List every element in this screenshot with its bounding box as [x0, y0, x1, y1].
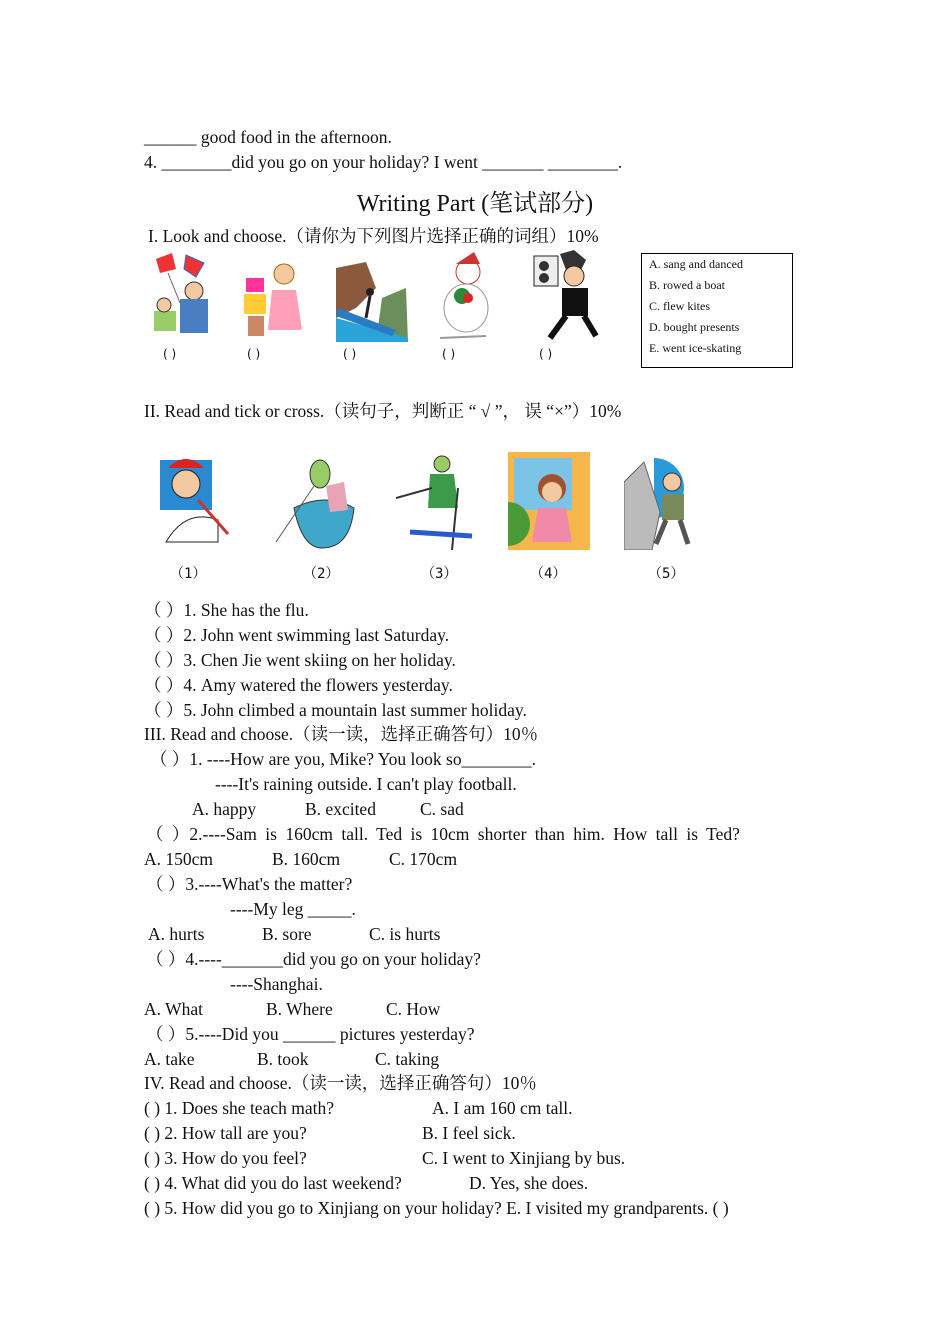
tick-item-5[interactable]: （ ）5. John climbed a mountain last summer holiday. [144, 700, 527, 720]
q1-reply: ----It's raining outside. I can't play football. [215, 774, 517, 794]
q1-question[interactable]: （ ）1. ----How are you, Mike? You look so________. [150, 749, 536, 769]
picture-label-4: （4） [530, 566, 567, 582]
part2-heading: II. Read and tick or cross.（读句子，判断正 “ √ ”， 误 “×”）10% [144, 401, 622, 421]
options-box [641, 253, 793, 368]
q4-option-b: B. Where [266, 999, 333, 1019]
match-question-5[interactable]: ( ) 5. How did you go to Xinjiang on your holiday? E. I visited my grandparents. ( ) [144, 1198, 729, 1218]
climbing-picture [624, 452, 704, 550]
tick-item-1[interactable]: （ ）1. She has the flu. [144, 600, 309, 620]
picture-parens-3[interactable]: ( ) [343, 347, 357, 361]
q1-option-c: C. sad [420, 799, 464, 819]
q2-option-a: A. 150cm [144, 849, 214, 869]
match-answer-a: A. I am 160 cm tall. [432, 1098, 573, 1118]
q5-option-a: A. take [144, 1049, 195, 1069]
picture-parens-2[interactable]: ( ) [247, 347, 261, 361]
picture-label-3: （3） [421, 566, 458, 582]
option-b: B. rowed a boat [649, 278, 725, 292]
q2-option-b: B. 160cm [272, 849, 341, 869]
picture-label-2: （2） [303, 566, 340, 582]
q3-question[interactable]: （ ）3.----What's the matter? [146, 874, 353, 894]
picture-label-1: （1） [170, 566, 207, 582]
watering-flowers-picture [508, 452, 590, 550]
skiing-picture [396, 452, 478, 550]
q5-option-c: C. taking [375, 1049, 440, 1069]
match-question-2[interactable]: ( ) 2. How tall are you? [144, 1123, 307, 1143]
flu-picture [158, 450, 238, 546]
option-a: A. sang and danced [649, 257, 743, 271]
top-line-1: ______ good food in the afternoon. [144, 127, 392, 147]
presents-picture [240, 250, 304, 342]
tick-item-2[interactable]: （ ）2. John went swimming last Saturday. [144, 625, 450, 645]
match-question-1[interactable]: ( ) 1. Does she teach math? [144, 1098, 334, 1118]
q4-question[interactable]: （ ）4.----_______did you go on your holiday? [146, 949, 481, 969]
singing-dancing-picture [530, 250, 606, 342]
fishing-picture [266, 452, 358, 552]
option-e: E. went ice-skating [649, 341, 742, 355]
tick-item-4[interactable]: （ ）4. Amy watered the flowers yesterday. [144, 675, 453, 695]
picture-label-5: （5） [648, 566, 685, 582]
q3-option-a: A. hurts [148, 924, 205, 944]
match-question-3[interactable]: ( ) 3. How do you feel? [144, 1148, 307, 1168]
tick-item-3[interactable]: （ ）3. Chen Jie went skiing on her holiday. [144, 650, 456, 670]
boat-picture [336, 258, 408, 342]
picture-parens-4[interactable]: ( ) [442, 347, 456, 361]
kites-picture [150, 253, 214, 343]
q1-option-a: A. happy [192, 799, 257, 819]
q4-option-c: C. How [386, 999, 441, 1019]
top-line-2: 4. ________did you go on your holiday? I went _______ ________. [144, 152, 623, 172]
q3-option-b: B. sore [262, 924, 312, 944]
q3-option-c: C. is hurts [369, 924, 441, 944]
q1-option-b: B. excited [305, 799, 376, 819]
option-c: C. flew kites [649, 299, 710, 313]
q4-reply: ----Shanghai. [230, 974, 323, 994]
q5-option-b: B. took [257, 1049, 309, 1069]
q3-reply: ----My leg _____. [230, 899, 356, 919]
picture-parens-5[interactable]: ( ) [539, 347, 553, 361]
match-answer-d: D. Yes, she does. [469, 1173, 589, 1193]
part4-heading: IV. Read and choose.（读一读，选择正确答句）10％ [144, 1073, 537, 1093]
q5-question[interactable]: （ ）5.----Did you ______ pictures yesterday? [146, 1024, 475, 1044]
ice-skating-picture [436, 252, 506, 344]
q4-option-a: A. What [144, 999, 203, 1019]
option-d: D. bought presents [649, 320, 740, 334]
match-answer-c: C. I went to Xinjiang by bus. [422, 1148, 626, 1168]
match-question-4[interactable]: ( ) 4. What did you do last weekend? [144, 1173, 402, 1193]
picture-parens-1[interactable]: ( ) [163, 347, 177, 361]
part1-heading: I. Look and choose.（请你为下列图片选择正确的词组）10% [148, 226, 599, 246]
part3-heading: III. Read and choose.（读一读，选择正确答句）10％ [144, 724, 539, 744]
q2-question[interactable]: （ ）2.----Sam is 160cm tall. Ted is 10cm shorter than him. How tall is Ted? [146, 824, 740, 844]
match-answer-b: B. I feel sick. [422, 1123, 516, 1143]
page-title: Writing Part (笔试部分) [356, 191, 594, 217]
q2-option-c: C. 170cm [389, 849, 458, 869]
